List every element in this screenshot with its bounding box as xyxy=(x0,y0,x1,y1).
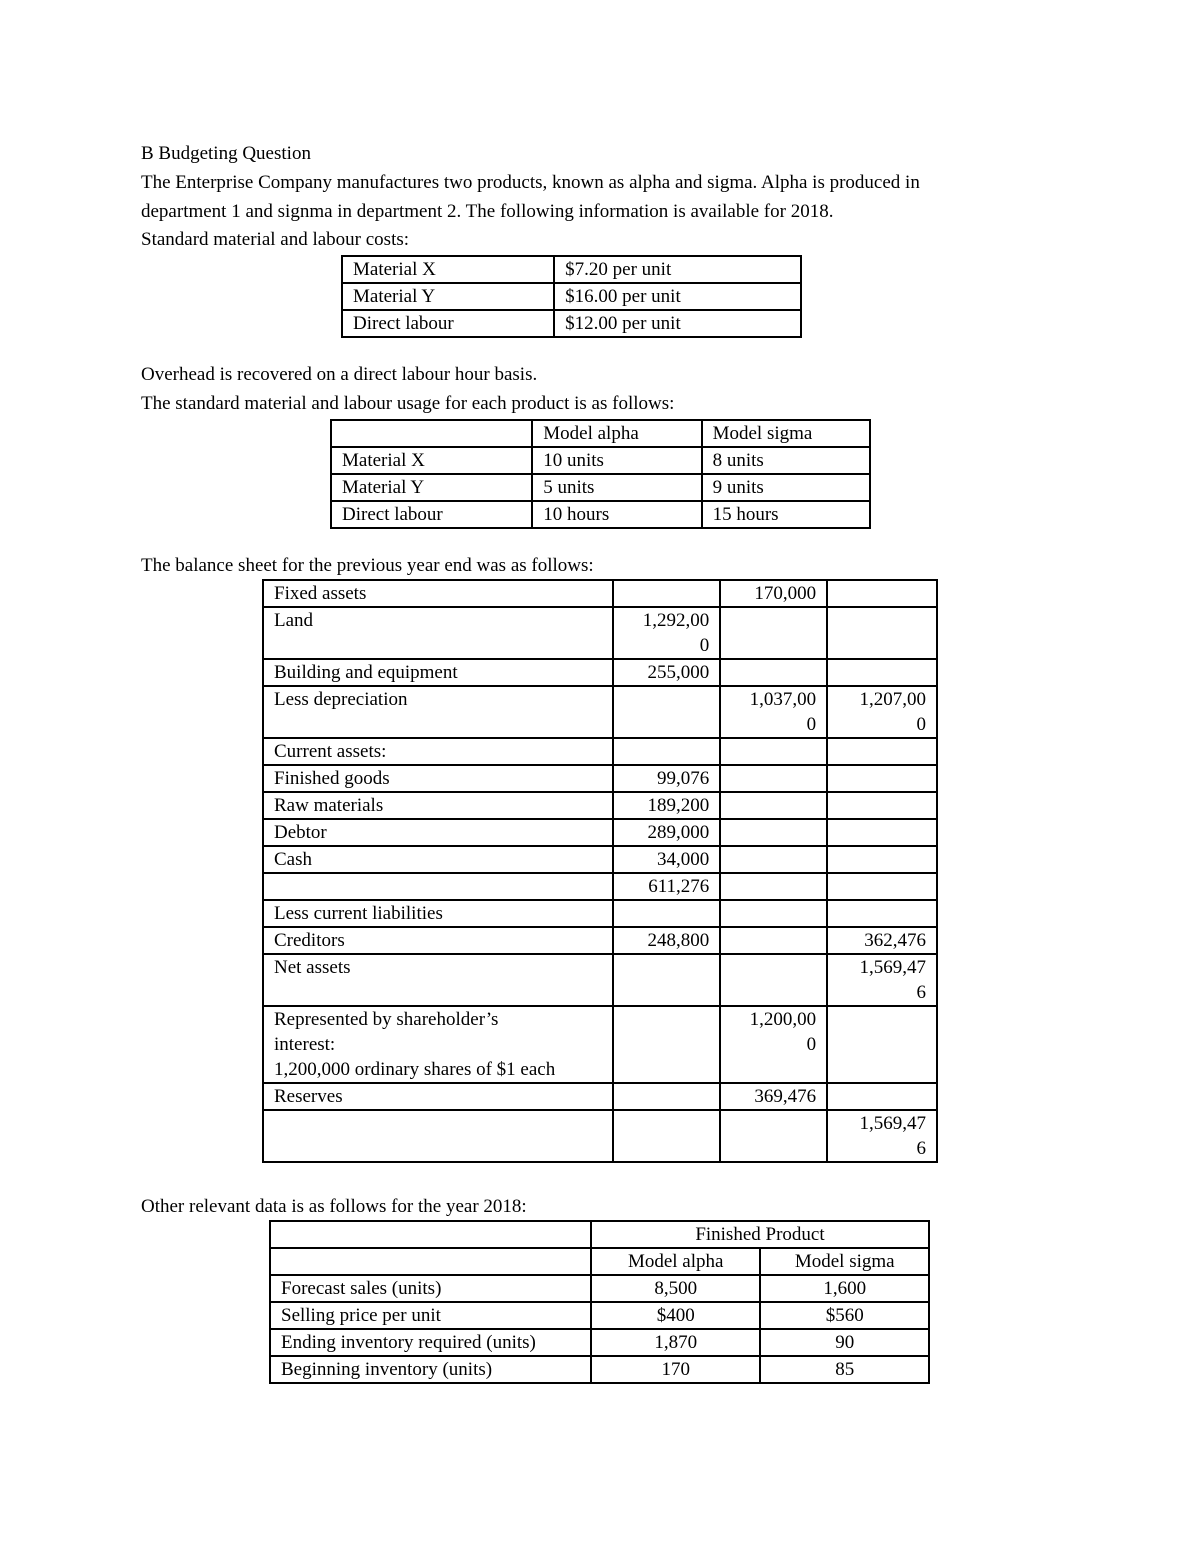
intro-line-1: The Enterprise Company manufactures two products, known as alpha and sigma. Alpha is produced in xyxy=(141,172,920,193)
table-row xyxy=(263,846,937,873)
balance-amount-cell xyxy=(720,1110,827,1162)
balance-amount-cell xyxy=(613,1110,720,1162)
table-cell: Material X xyxy=(342,256,554,283)
table-cell: Material Y xyxy=(331,474,532,501)
table-cell: Ending inventory required (units) xyxy=(270,1329,591,1356)
other-data-label: Other relevant data is as follows for the year 2018: xyxy=(141,1196,527,1217)
balance-amount-cell: 369,476 xyxy=(720,1083,827,1110)
table-cell: 9 units xyxy=(702,474,870,501)
table-row xyxy=(270,1248,929,1275)
table-row xyxy=(270,1275,929,1302)
balance-amount-cell: 34,000 xyxy=(613,846,720,873)
balance-amount-cell xyxy=(720,900,827,927)
balance-amount-cell xyxy=(613,580,720,607)
table-row xyxy=(263,1083,937,1110)
table-cell: 8,500 xyxy=(591,1275,761,1302)
balance-amount-cell xyxy=(827,765,937,792)
table-header-cell xyxy=(270,1221,591,1248)
balance-amount-cell: 289,000 xyxy=(613,819,720,846)
balance-label-cell: Raw materials xyxy=(263,792,613,819)
balance-amount-cell xyxy=(827,819,937,846)
table-cell: $12.00 per unit xyxy=(554,310,801,337)
table-cell: 10 units xyxy=(532,447,701,474)
table-cell: Direct labour xyxy=(331,501,532,528)
balance-label-cell: Building and equipment xyxy=(263,659,613,686)
table-row xyxy=(342,283,801,310)
table-row xyxy=(331,474,870,501)
balance-label-cell: Less current liabilities xyxy=(263,900,613,927)
balance-amount-cell: 170,000 xyxy=(720,580,827,607)
balance-amount-cell xyxy=(613,900,720,927)
balance-label-cell: Net assets xyxy=(263,954,613,1006)
table-cell: Direct labour xyxy=(342,310,554,337)
balance-amount-cell xyxy=(720,873,827,900)
table-row xyxy=(263,873,937,900)
table-cell: 1,870 xyxy=(591,1329,761,1356)
usage-table xyxy=(330,419,871,529)
table-cell: 85 xyxy=(760,1356,929,1383)
balance-label: The balance sheet for the previous year end was as follows: xyxy=(141,555,594,576)
table-row xyxy=(263,765,937,792)
table-row xyxy=(270,1329,929,1356)
table-row xyxy=(263,900,937,927)
balance-label-cell xyxy=(263,1110,613,1162)
balance-amount-cell: 189,200 xyxy=(613,792,720,819)
table-cell: Material X xyxy=(331,447,532,474)
balance-label-cell: Land xyxy=(263,607,613,659)
balance-amount-cell xyxy=(720,659,827,686)
balance-amount-cell: 1,200,00 0 xyxy=(720,1006,827,1083)
table-row xyxy=(270,1302,929,1329)
table-cell: 10 hours xyxy=(532,501,701,528)
balance-amount-cell xyxy=(720,765,827,792)
table-row xyxy=(331,501,870,528)
balance-amount-cell xyxy=(720,738,827,765)
balance-amount-cell: 611,276 xyxy=(613,873,720,900)
table-header-cell xyxy=(270,1248,591,1275)
balance-amount-cell xyxy=(613,738,720,765)
balance-amount-cell xyxy=(827,607,937,659)
table-header-cell: Model sigma xyxy=(760,1248,929,1275)
table-row xyxy=(270,1356,929,1383)
finished-product-table xyxy=(269,1220,930,1384)
balance-amount-cell xyxy=(720,846,827,873)
balance-amount-cell xyxy=(720,607,827,659)
balance-label-cell: Cash xyxy=(263,846,613,873)
std-costs-label: Standard material and labour costs: xyxy=(141,229,410,250)
table-row xyxy=(263,580,937,607)
table-row xyxy=(263,607,937,659)
table-row xyxy=(270,1221,929,1248)
table-cell: Beginning inventory (units) xyxy=(270,1356,591,1383)
table-cell: $560 xyxy=(760,1302,929,1329)
table-cell: 5 units xyxy=(532,474,701,501)
balance-label-cell: Current assets: xyxy=(263,738,613,765)
balance-label-cell: Less depreciation xyxy=(263,686,613,738)
table-header-cell: Model sigma xyxy=(702,420,870,447)
balance-amount-cell: 1,207,00 0 xyxy=(827,686,937,738)
balance-amount-cell: 255,000 xyxy=(613,659,720,686)
table-cell: 170 xyxy=(591,1356,761,1383)
balance-label-cell: Reserves xyxy=(263,1083,613,1110)
table-row xyxy=(263,1110,937,1162)
balance-amount-cell xyxy=(613,1006,720,1083)
balance-amount-cell xyxy=(827,659,937,686)
table-cell: $16.00 per unit xyxy=(554,283,801,310)
balance-label-cell xyxy=(263,873,613,900)
usage-label: The standard material and labour usage for each product is as follows: xyxy=(141,393,675,414)
table-cell: 90 xyxy=(760,1329,929,1356)
table-cell: Selling price per unit xyxy=(270,1302,591,1329)
balance-amount-cell: 362,476 xyxy=(827,927,937,954)
balance-amount-cell xyxy=(720,792,827,819)
balance-amount-cell xyxy=(827,846,937,873)
balance-label-cell: Debtor xyxy=(263,819,613,846)
table-header-cell: Model alpha xyxy=(532,420,701,447)
balance-amount-cell xyxy=(827,738,937,765)
balance-label-cell: Finished goods xyxy=(263,765,613,792)
balance-amount-cell xyxy=(827,1083,937,1110)
table-cell: 8 units xyxy=(702,447,870,474)
balance-amount-cell xyxy=(720,954,827,1006)
balance-amount-cell: 248,800 xyxy=(613,927,720,954)
group-header-cell: Finished Product xyxy=(591,1221,929,1248)
balance-amount-cell xyxy=(827,1006,937,1083)
table-header-cell xyxy=(331,420,532,447)
std-costs-table xyxy=(341,255,802,338)
table-row xyxy=(263,659,937,686)
balance-amount-cell xyxy=(827,580,937,607)
table-row xyxy=(331,420,870,447)
balance-amount-cell: 1,569,47 6 xyxy=(827,954,937,1006)
balance-amount-cell xyxy=(720,819,827,846)
table-header-cell: Model alpha xyxy=(591,1248,761,1275)
balance-amount-cell: 99,076 xyxy=(613,765,720,792)
overhead-text: Overhead is recovered on a direct labour hour basis. xyxy=(141,364,538,385)
balance-amount-cell xyxy=(720,927,827,954)
table-row xyxy=(263,954,937,1006)
balance-amount-cell xyxy=(827,873,937,900)
balance-label-cell: Creditors xyxy=(263,927,613,954)
table-row xyxy=(263,927,937,954)
balance-amount-cell: 1,037,00 0 xyxy=(720,686,827,738)
balance-sheet-table xyxy=(262,579,938,1163)
table-row xyxy=(263,738,937,765)
table-cell: 1,600 xyxy=(760,1275,929,1302)
balance-label-cell: Fixed assets xyxy=(263,580,613,607)
table-row xyxy=(263,1006,937,1083)
balance-amount-cell xyxy=(613,1083,720,1110)
balance-amount-cell xyxy=(613,954,720,1006)
table-cell: Forecast sales (units) xyxy=(270,1275,591,1302)
balance-amount-cell xyxy=(827,900,937,927)
table-row xyxy=(263,819,937,846)
table-row xyxy=(342,256,801,283)
balance-label-cell: Represented by shareholder’s interest: 1,200,000 ordinary shares of $1 each xyxy=(263,1006,613,1083)
intro-line-2: department 1 and signma in department 2. The following information is available for 2018. xyxy=(141,201,834,222)
table-row xyxy=(263,686,937,738)
balance-amount-cell: 1,292,00 0 xyxy=(613,607,720,659)
table-cell: 15 hours xyxy=(702,501,870,528)
table-row xyxy=(263,792,937,819)
table-cell: $400 xyxy=(591,1302,761,1329)
table-row xyxy=(342,310,801,337)
table-row xyxy=(331,447,870,474)
question-heading: B Budgeting Question xyxy=(141,143,311,164)
table-cell: $7.20 per unit xyxy=(554,256,801,283)
table-cell: Material Y xyxy=(342,283,554,310)
balance-amount-cell: 1,569,47 6 xyxy=(827,1110,937,1162)
balance-amount-cell xyxy=(613,686,720,738)
balance-amount-cell xyxy=(827,792,937,819)
